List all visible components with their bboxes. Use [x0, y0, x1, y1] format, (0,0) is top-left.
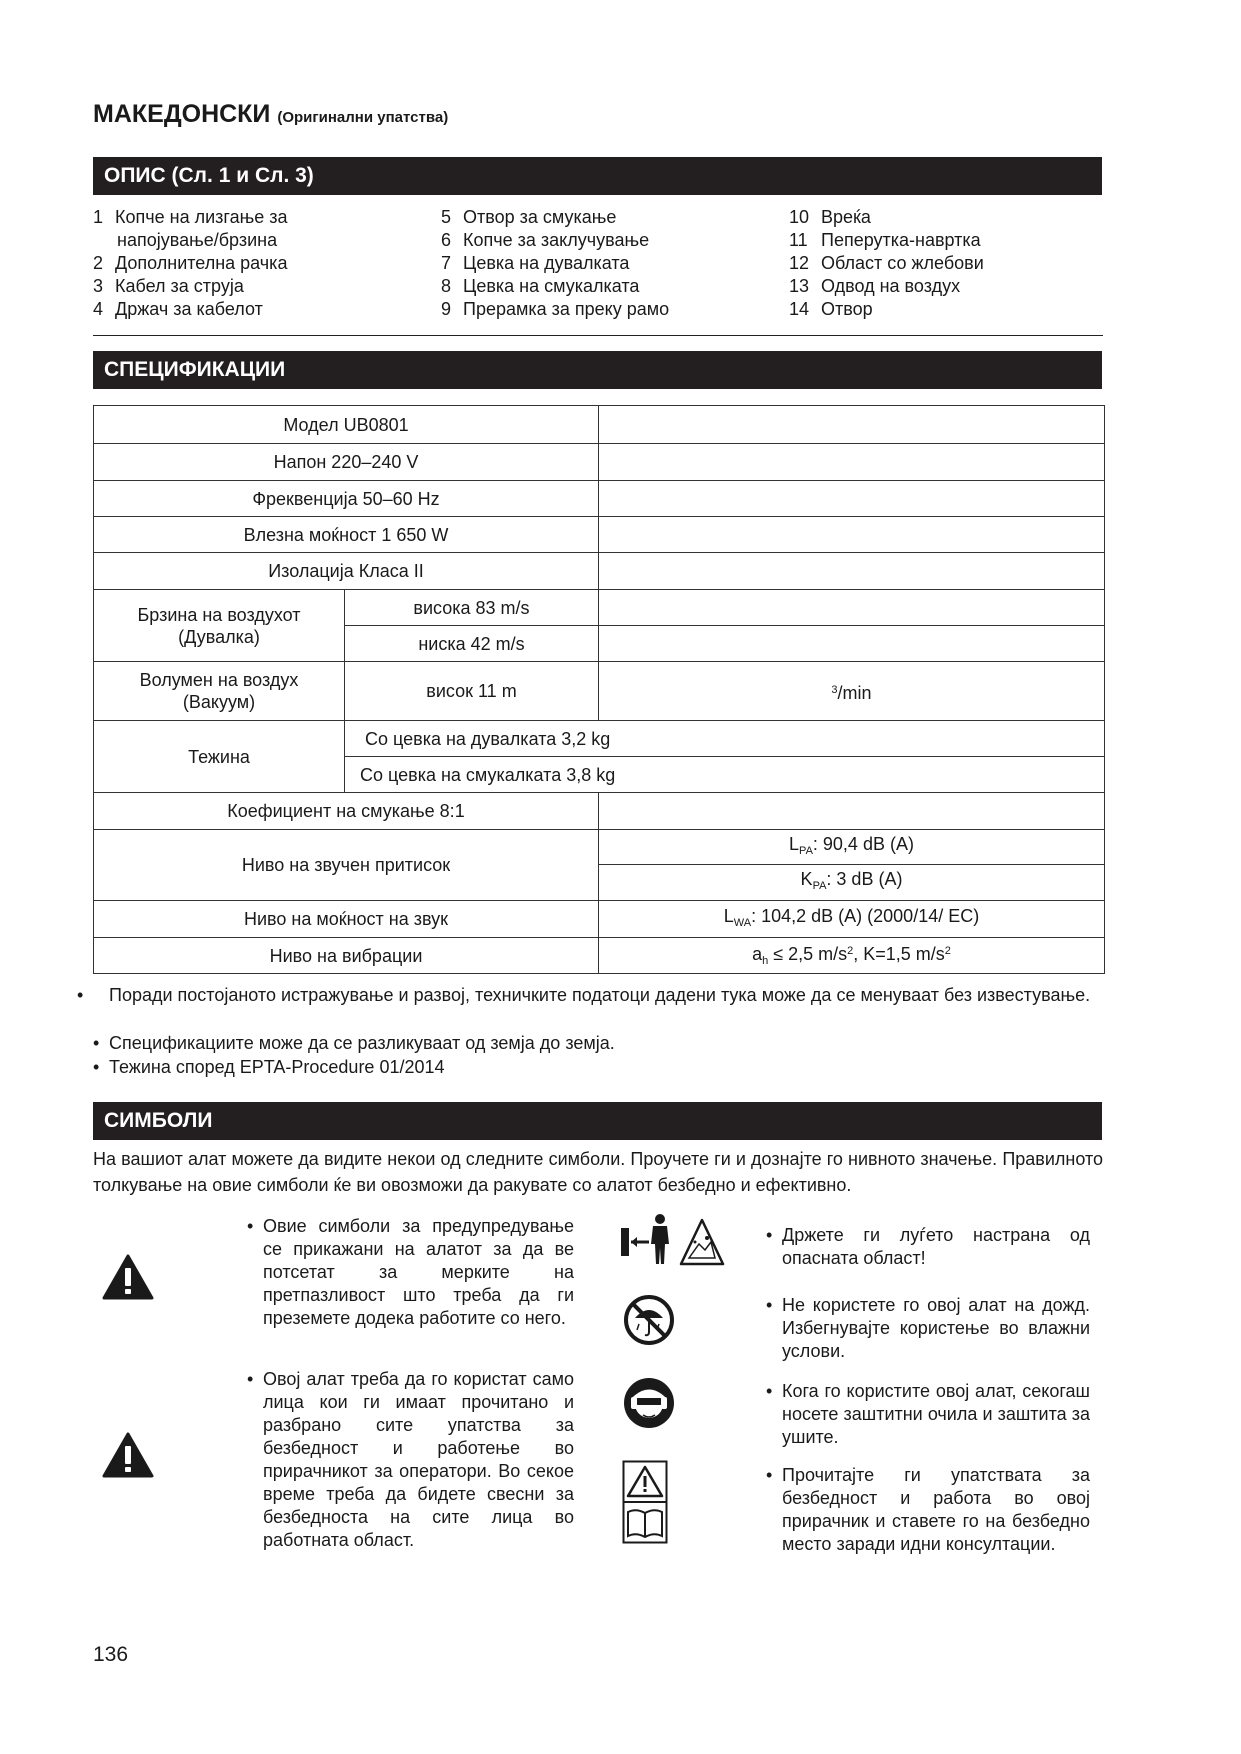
- table-row: [94, 517, 1105, 553]
- description-item: 13 Одвод на воздух: [789, 276, 961, 296]
- spec-vibration-label: Ниво на вибрации: [94, 938, 599, 974]
- spec-power: Влезна моќност 1 650 W: [94, 517, 599, 553]
- description-item: 4 Држач за кабелот: [93, 299, 263, 319]
- symbol-description: • Не користете го овој алат на дожд. Избегнувајте користење во влажни услови.: [766, 1295, 1090, 1361]
- spec-lpa: $L_{PA}$: 90,4 dB (A): [599, 830, 1105, 865]
- spec-air-speed-low: ниска 42 m/s: [345, 626, 599, 662]
- spec-note: • Поради постојаното истражување и развој, техничките податоци дадени тука може да се менуваат без известување.: [77, 985, 1091, 1005]
- page-number: 136: [93, 1643, 129, 1666]
- spec-weight-blower: Со цевка на дувалката 3,2 kg: [345, 721, 1105, 757]
- description-column-2: [441, 206, 669, 321]
- description-item: 8 Цевка на смукалката: [441, 276, 640, 296]
- spec-air-speed-label: Брзина на воздухот (Дувалка): [94, 590, 345, 662]
- specifications-table: [93, 405, 1105, 974]
- table-row: [94, 721, 1105, 757]
- description-column-3: [789, 206, 984, 321]
- description-item: 1 Копче на лизгање за напојување/брзина: [93, 207, 288, 250]
- description-item: 14 Отвор: [789, 299, 873, 319]
- description-item: 9 Прерамка за преку рамо: [441, 299, 670, 319]
- description-item: 12 Област со жлебови: [789, 253, 984, 273]
- description-column-1: [93, 206, 287, 321]
- symbol-description: • Прочитајте ги упатствата за безбедност и работа во овој прирачник и ставете го на безбедно место заради идни консултации.: [766, 1465, 1090, 1554]
- no-rain-icon: [623, 1294, 675, 1346]
- spec-lwa: $L_{WA}$: 104,2 dB (A) (2000/14/ EC): [599, 901, 1105, 938]
- spec-insulation: Изолација Класа II: [94, 553, 599, 590]
- section-divider: [93, 335, 1103, 336]
- spec-air-volume-label: Волумен на воздух (Вакуум): [94, 662, 345, 721]
- spec-sound-power-label: Ниво на моќност на звук: [94, 901, 599, 938]
- spec-sound-pressure-label: Ниво на звучен притисок: [94, 830, 599, 901]
- description-item: 10 Вреќа: [789, 207, 871, 227]
- spec-voltage: Напон 220–240 V: [94, 444, 599, 481]
- table-row: [94, 901, 1105, 938]
- spec-frequency: Фреквенција 50–60 Hz: [94, 481, 599, 517]
- document-title: [93, 100, 448, 129]
- table-row: [94, 590, 1105, 626]
- symbol-description: • Овие симболи за предупредување се прикажани на алатот за да ве потсетат за мерките на претпазливост што треба да ги преземете додека работите со него.: [247, 1216, 574, 1328]
- description-item: 5 Отвор за смукање: [441, 207, 617, 227]
- description-item: 3 Кабел за струја: [93, 276, 244, 296]
- symbols-heading: СИМБОЛИ: [93, 1102, 1102, 1140]
- table-row: [94, 553, 1105, 590]
- specifications-heading: СПЕЦИФИКАЦИИ: [93, 351, 1102, 389]
- symbol-description: • Овој алат треба да го користат само лица кои ги имаат прочитано и разбрано сите упатства за безбедност и работење во прирачникот за оператори. Во секое време треба да бидете свесни за безбедноста на сите лица во работната област.: [247, 1369, 574, 1550]
- table-row: [94, 662, 1105, 721]
- table-row: [94, 406, 1105, 444]
- spec-note: • Спецификациите може да се разликуваат од земја до земја.: [93, 1033, 615, 1053]
- spec-model: Модел UB0801: [94, 406, 599, 444]
- spec-air-volume-unit: $^3$/min: [599, 662, 1105, 721]
- keep-bystanders-away-icon: [619, 1212, 727, 1268]
- warning-triangle-icon: [102, 1432, 154, 1478]
- table-row: [94, 938, 1105, 974]
- language-title: МАКЕДОНСКИ: [93, 100, 271, 128]
- table-row: [94, 444, 1105, 481]
- description-item: 2 Дополнителна рачка: [93, 253, 288, 273]
- warning-triangle-icon: [102, 1254, 154, 1300]
- table-row: [94, 481, 1105, 517]
- spec-air-volume-value: висок 11 m: [345, 662, 599, 721]
- description-item: 11 Пеперутка-навртка: [789, 230, 981, 250]
- table-row: [94, 830, 1105, 865]
- spec-weight-vacuum: Со цевка на смукалката 3,8 kg: [345, 757, 1105, 793]
- description-heading: ОПИС (Сл. 1 и Сл. 3): [93, 157, 1102, 195]
- table-row: [94, 793, 1105, 830]
- spec-mulching-ratio: Коефициент на смукање 8:1: [94, 793, 599, 830]
- wear-eye-ear-protection-icon: [623, 1377, 675, 1429]
- spec-air-speed-high: висока 83 m/s: [345, 590, 599, 626]
- symbol-description: • Кога го користите овој алат, секогаш носете заштитни очила и заштита за ушите.: [766, 1381, 1090, 1447]
- symbols-intro: На вашиот алат можете да видите некои од следните симболи. Проучете ги и дознајте го нивното значење. Правилното толкување на овие симболи ќе ви овозможи да ракувате со алатот безбедно и ефективно.: [93, 1149, 1103, 1195]
- spec-weight-label: Тежина: [94, 721, 345, 793]
- description-item: 7 Цевка на дувалката: [441, 253, 630, 273]
- spec-note: • Тежина според EPTA-Procedure 01/2014: [93, 1057, 445, 1077]
- language-subtitle: (Оригинални упатства): [277, 109, 449, 126]
- spec-kpa: $K_{PA}$: 3 dB (A): [599, 865, 1105, 901]
- read-manual-icon: [622, 1460, 668, 1544]
- description-item: 6 Копче за заклучување: [441, 230, 650, 250]
- symbol-description: • Држете ги луѓето настрана од опасната област!: [766, 1225, 1090, 1268]
- spec-vibration: $a_h \le 2,5$ $m/s^2$, K=1,5 $m/s^2$: [599, 938, 1105, 974]
